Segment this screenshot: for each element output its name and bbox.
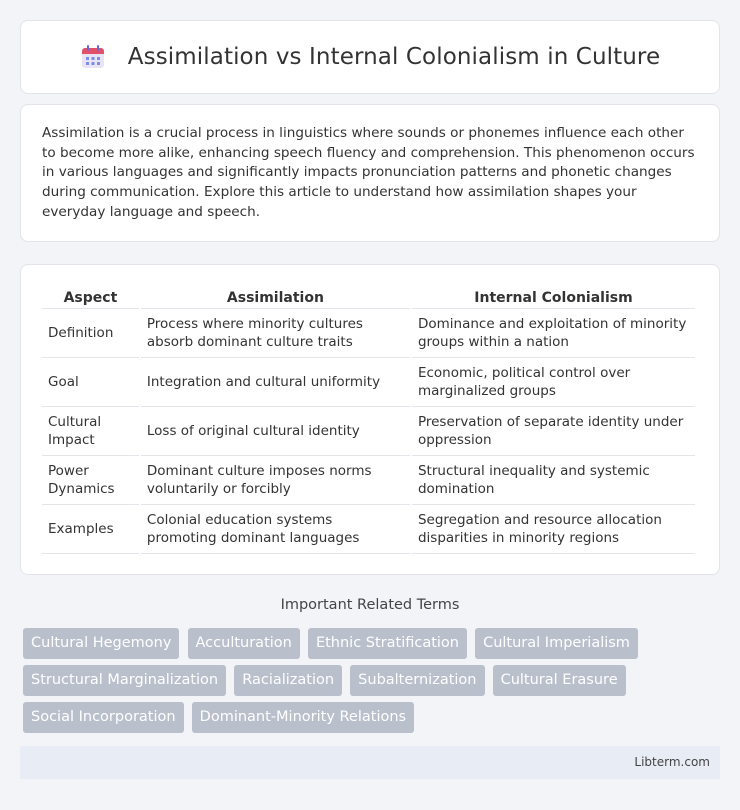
table-cell: Colonial education systems promoting dominant languages [141,505,410,554]
table-cell: Power Dynamics [42,456,139,505]
table-cell: Goal [42,358,139,407]
related-term-tag[interactable]: Acculturation [188,628,300,659]
related-term-tag[interactable]: Cultural Hegemony [23,628,179,659]
related-term-tag[interactable]: Subalternization [350,665,484,696]
page-title: Assimilation vs Internal Colonialism in Culture [127,44,661,70]
related-term-tag[interactable]: Ethnic Stratification [308,628,467,659]
table-row [42,456,695,505]
intro-text: Assimilation is a crucial process in linguistics where sounds or phonemes influence each other to become more alike, enhancing speech fluency and comprehension. This phenomenon occurs in various languages and significantly impacts pronunciation patterns and phonetic changes during communication. Explore this article to understand how assimilation shapes your everyday language and speech. [42,125,695,220]
table-header-row [42,285,695,309]
table-cell: Structural inequality and systemic domination [412,456,695,505]
comparison-card [20,264,720,575]
table-row [42,505,695,554]
table-cell: Cultural Impact [42,407,139,456]
comparison-table [40,285,697,554]
related-term-tag[interactable]: Dominant-Minority Relations [192,702,414,733]
table-header: Assimilation [141,285,410,309]
table-header: Aspect [42,285,139,309]
table-cell: Examples [42,505,139,554]
related-term-tag[interactable]: Social Incorporation [23,702,184,733]
table-row [42,358,695,407]
table-cell: Dominance and exploitation of minority groups within a nation [412,309,695,358]
header-card [20,20,720,94]
table-cell: Process where minority cultures absorb dominant culture traits [141,309,410,358]
related-terms-title: Important Related Terms [280,597,460,613]
table-cell: Preservation of separate identity under oppression [412,407,695,456]
table-cell: Definition [42,309,139,358]
related-term-tag[interactable]: Cultural Imperialism [475,628,638,659]
related-term-tag[interactable]: Racialization [234,665,342,696]
table-cell: Segregation and resource allocation disparities in minority regions [412,505,695,554]
related-term-tag[interactable]: Cultural Erasure [493,665,626,696]
intro-card [20,104,720,242]
footer-site-link[interactable]: Libterm.com [634,755,710,769]
calendar-icon [80,44,106,70]
table-row [42,309,695,358]
table-header: Internal Colonialism [412,285,695,309]
related-term-tag[interactable]: Structural Marginalization [23,665,226,696]
table-cell: Economic, political control over marginalized groups [412,358,695,407]
table-cell: Dominant culture imposes norms voluntarily or forcibly [141,456,410,505]
footer [20,746,720,779]
table-row [42,407,695,456]
table-cell: Integration and cultural uniformity [141,358,410,407]
related-terms-list [23,628,723,739]
table-cell: Loss of original cultural identity [141,407,410,456]
